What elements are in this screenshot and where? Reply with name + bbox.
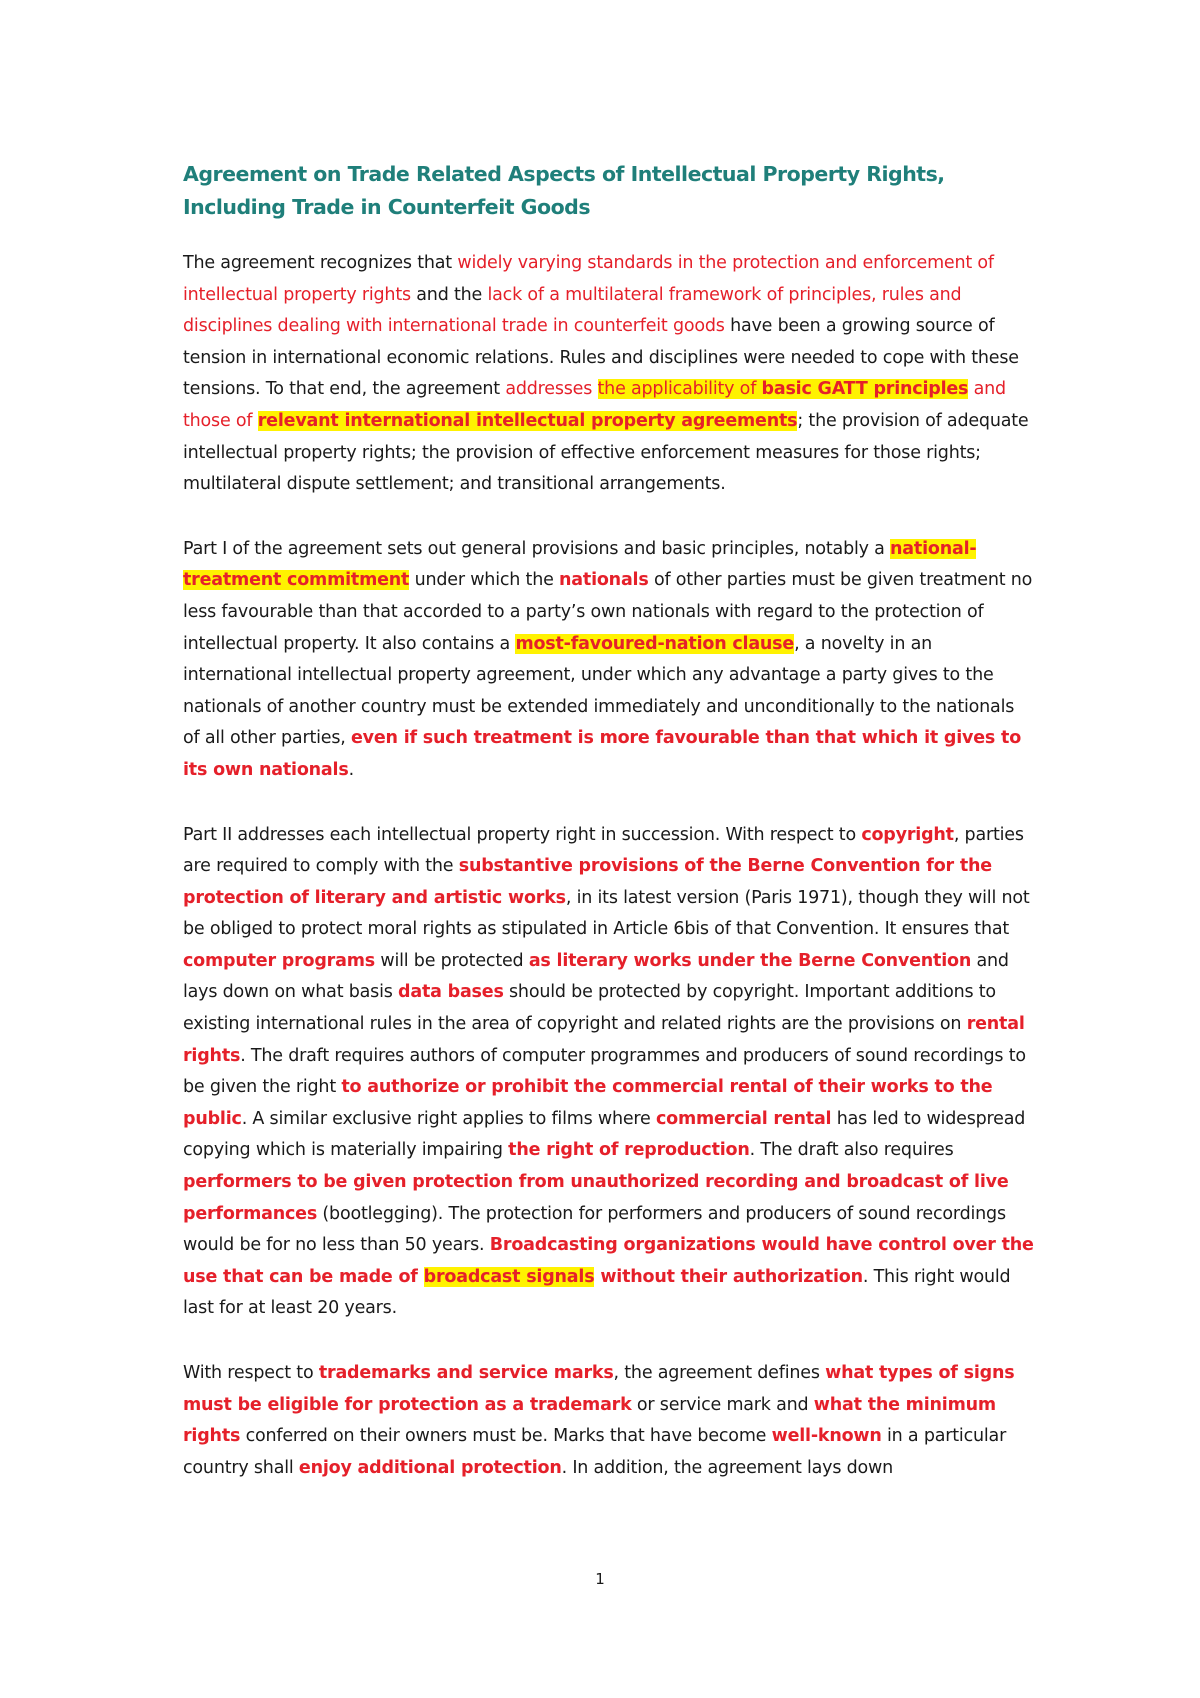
text-segment: has led to widespread copying which is materially impairing [183,1108,1026,1161]
emphasized-phrase: lack of a multilateral framework of principles, rules and disciplines dealing with international trade in counterfeit goods [183,284,962,337]
text-segment: should be protected by copyright. Important additions to existing international rules in the area of copyright and related rights are the provisions on [183,982,996,1035]
text-segment: conferred on their owners must be. Marks that have become [240,1426,772,1447]
highlighted-phrase: relevant international intellectual property agreements [257,410,798,431]
highlighted-phrase: most-favoured-nation clause [515,633,795,654]
emphasized-phrase: nationals [559,570,649,591]
text-segment: and lays down on what basis [183,950,1009,1003]
text-segment: , the agreement defines [613,1363,826,1383]
emphasized-phrase: copyright [861,824,954,845]
text-segment: Part I of the agreement sets out general provisions and basic principles, notably a [183,538,891,559]
text-segment: of other parties must be given treatment no less favourable than that accorded to a party’s own nationals with regard to the protection of intellectual property. It also contains a [183,570,1033,654]
highlighted-phrase: national-treatment commitment [183,538,977,591]
text-segment: , in its latest version (Paris 1971), though they will not be obliged to protect moral rights as stipulated in Article 6bis of that Convention. It ensures that [183,887,1030,940]
emphasized-phrase: the right of reproduction [508,1140,750,1161]
emphasized-phrase: what the minimum rights [183,1394,996,1447]
paragraph [183,1358,1035,1484]
page-number: 1 [595,1570,605,1588]
emphasized-phrase: rental rights [183,1014,1025,1066]
text-segment: . The draft requires authors of computer programmes and producers of sound recordings to be given the right [183,1045,1026,1098]
emphasized-phrase: well-known [771,1426,882,1447]
text-segment: ; the provision of adequate intellectual property rights; the provision of effective enforcement measures for those rights; multilateral dispute settlement; and transitional arrangements. [183,410,1029,495]
highlighted-phrase: the applicability of [597,379,762,400]
text-segment: . The draft also requires [749,1140,954,1161]
emphasized-phrase: what types of signs must be eligible for protection as a trademark [183,1363,1015,1415]
paragraph [183,248,1035,501]
text-segment: will be protected [374,950,529,971]
text-segment: under which the [409,570,560,591]
emphasized-phrase: and those of [183,379,1006,431]
highlighted-phrase: broadcast signals [423,1266,595,1287]
emphasized-phrase: even if such treatment is more favourable than that which it gives to its own nationals [183,728,1022,780]
emphasized-phrase: without their authorization [594,1266,863,1287]
highlighted-phrase: basic GATT principles [761,379,969,400]
emphasized-phrase: addresses [505,379,598,400]
document-title: Agreement on Trade Related Aspects of Intellectual Property Rights, Including Trade in Counterfeit Goods [183,162,945,219]
emphasized-phrase: enjoy additional protection [298,1457,562,1478]
text-segment: , parties are required to comply with the [183,824,1024,877]
text-segment: Part II addresses each intellectual property right in succession. With respect to [183,824,862,845]
text-segment: . This right would last for at least 20 years. [183,1266,1011,1319]
text-segment: and the [410,284,488,305]
emphasized-phrase: Broadcasting organizations would have control over the use that can be made of [183,1235,1034,1287]
emphasized-phrase: data bases [398,982,504,1003]
text-segment: With respect to [183,1363,319,1383]
text-segment: . [348,759,354,780]
text-segment: , a novelty in an international intellectual property agreement, under which any advantage a party gives to the nationals of another country must be extended immediately and unconditionally to the nationals of all other parties, [183,633,1015,749]
text-segment: The agreement recognizes that [183,253,458,273]
text-segment: . A similar exclusive right applies to films where [241,1108,656,1129]
emphasized-phrase: computer programs [183,950,375,971]
emphasized-phrase: commercial rental [655,1108,832,1129]
emphasized-phrase: substantive provisions of the Berne Convention for the protection of literary and artistic works [183,856,992,908]
emphasized-phrase: performers to be given protection from unauthorized recording and broadcast of live performances [183,1172,1009,1224]
text-segment: (bootlegging). The protection for performers and producers of sound recordings would be for no less than 50 years. [183,1203,1006,1256]
emphasized-phrase: widely varying standards in the protection and enforcement of intellectual property rights [183,253,994,305]
text-segment: have been a growing source of tension in international economic relations. Rules and disciplines were needed to cope with these tensions. To that end, the agreement [183,316,1019,400]
text-segment: or service mark and [631,1394,814,1415]
text-segment: in a particular country shall [183,1426,1007,1478]
emphasized-phrase: as literary works under the Berne Convention [528,950,972,971]
emphasized-phrase: to authorize or prohibit the commercial rental of their works to the public [183,1077,993,1129]
document-page [183,158,1035,1517]
paragraph [183,534,1035,787]
paragraph [183,820,1035,1326]
text-segment: . In addition, the agreement lays down [561,1457,894,1478]
emphasized-phrase: trademarks and service marks [318,1363,614,1383]
document-body [183,248,1035,1484]
